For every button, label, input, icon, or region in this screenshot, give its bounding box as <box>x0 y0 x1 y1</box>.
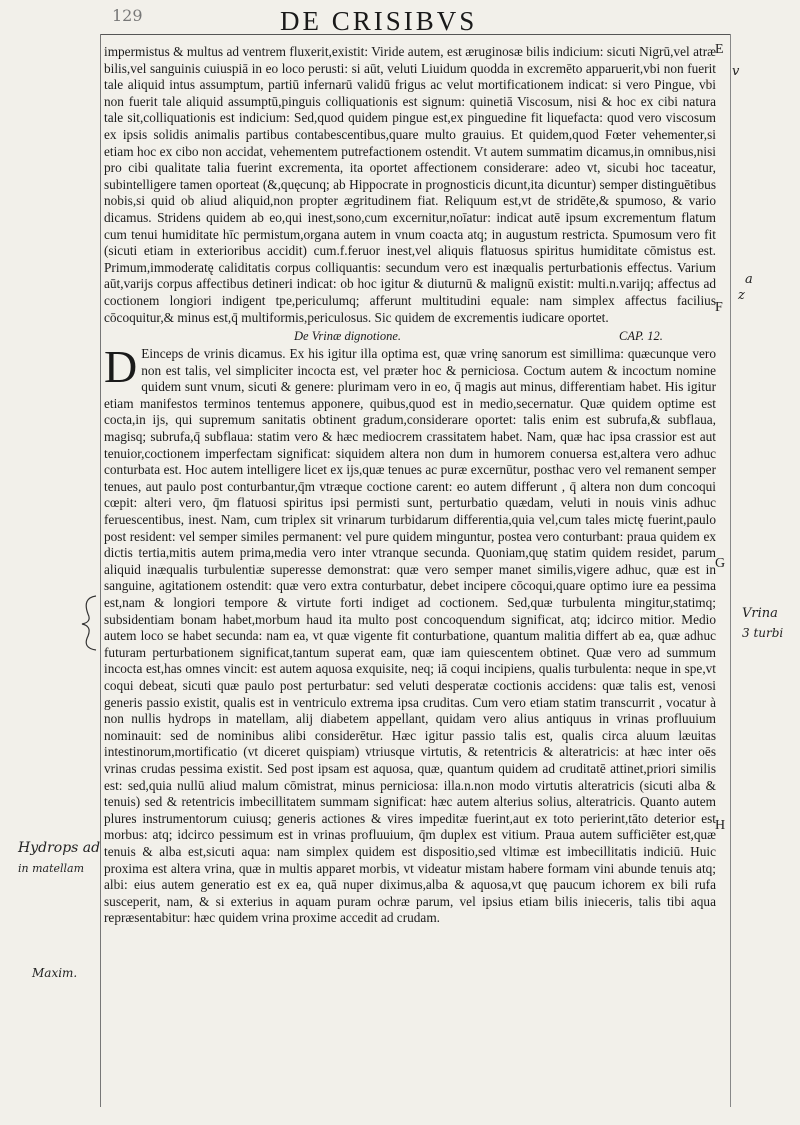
page-number: 129 <box>112 6 143 25</box>
paragraph-vrina <box>104 341 716 927</box>
paragraph-vrina-text: Einceps de vrinis dicamus. Ex his igitur illa optima est, quæ vrinę sanorum est simillima: quæcunque vero non est talis, vel simpliciter incocta est, vel præter hoc & perniciosa. Coctum autem & incoctum nomine quidem sunt vnum, sicuti & genere: plurimam vero in eo, q̄ magis aut minus, differentiam habet. His igitur etiam manifestos terminos tentemus apponere, quibus,quod est in medio,secernatur. Quæ quidem optime est cocta,in ijs, qui supremum sanitatis obtinent gradum,considerare oportet: talis enim est subrufa,& subflaua, magisq; subrufa,q̄ subflaua: statim vero & hæc mediocrem crassitatem habet. Nam, quæ hac ipsa crassior est aut tenuior,coctionem imperfectam significat: siquidem altera non dum in humorem conuersa est,altera vero adhuc conturbata est. Hoc autem intelligere licet ex ijs,quæ tenues ac puræ excernūtur, posthac vero vel remanent semper tenues, aut paulo post conturbantur,q̄m vtræque coctione carent: eo autem differunt , q̄ altera non dum concoqui cœpit: alteri vero, q̄m flatuosi spiritus ipsi permisti sunt, perturbatio quædam, veluti in nouis vinis adhuc feruescentibus, inest. Nam, cum triplex sit vrinarum turbidarum differentia,quia vel,cum tales mictę fuerint,paulo post resident: vel semper similes permanent: vel pure quidem minguntur, postea vero conturbant: praua quidem ex dictis tertia,mitis autem prima,media vero inter vtranque secunda. Quoniam,quę statim quidem residet, parum aliquid inæqualis turbulentiæ superesse demonstrat: quæ vero semper manet similis,vigere adhuc, quæ est in sanguine, agitationem ostendit: quæ vero extra conturbatur, debet incipere cōcoqui,quare optimo iure ea pessima est,nam & longiori tempore & virtute forti indiget ad coctionem. Sed,quæ turbulenta mingitur,statimq; subsidentiam bonam habet,morbum haud ita multo post concoquendum significat, atq; idcirco mitior. Medio autem loco se habet secunda: nam ea, vt quæ vigente fit conturbatione, quantum malitia differt ab ea, quæ adhuc futuram perturbationem significat,tantum superat eam, quæ iam quiescentem obtinet. Quæ vero ad summum incocta est,has omnes vincit: est autem aquosa exquisite, neq; iā coqui incipiens, qualis turbulenta: neque in spe,vt coqui debeat, sicuti quæ paulo post perturbatur: sed veluti desperatæ coctionis accidens: quæ talis est, venosi generis passio existit, qualis est in ventriculo extrema ipsa cruditas. Cum vero etiam statim transcurrit , vocatur à non nullis hydrops in matellam, alij diabetem appellant, quidam vero alius antiquus in vrinas profluuium nominauit: sed de nominibus alibi considerētur. Hæc igitur passio talis est, qualis circa aluum læuitas intestinorum,mortificatio (vt diceret quispiam) vtriusque virtutis, & retentricis & alteratricis: at hæc inter oēs vrinas crudas pessima existit. Sed post ipsam est aquosa, quæ, quantum quidem ad cruditatē attinet,priori similis est: sed,quia nullū aliud malum cōmistrat, minus perniciosa: illa.n.non modo virtutis alteratricis (sicuti alba & tenuis) sed & retentricis imbecillitatem summam significat: hæc autem alterius solius, alteratricis. Quanto autem plures instrumentorum cuiusq; generis actiones & vires impeditæ fuerint,aut ex toto perierint,tāto deterior est morbus: atq; idcirco pessimum est in vrinas profluuium, q̄m duplex est vitium. Praua autem sufficiēter est,quæ tenuis & alba est,sicuti aqua: nam simplex quidem est dispositio,sed vltimæ est imbecillitatis indiciū. Huic proxima est altera vrina, quæ in multis apparet morbis, vt videatur mistam habere formam vini abunde tenuis atq; albi: eius autem generatio est ex ea, quā nuper diximus,alba & aquosa,vt quę paucum ichorem ex bili rufa susceperit, nam, & si exterius in aquam puram ochræ parum, vel ipsius etiam bilis inieceris, talis tibi aqua repræsentabitur: hæc quidem vrina proxime accedit ad crudam. <box>104 346 716 926</box>
margin-letter-g: G <box>715 556 726 571</box>
margin-letter-h: H <box>715 818 726 833</box>
paragraph-excrementa: impermistus & multus ad ventrem fluxerit,existit: Viride autem, est æruginosæ bilis indicium: sicuti Nigrū,vel atræ bilis,vel sanguinis cuiuspiā in eo loco perusti: si aūt, veluti Liuidum quodda in excremēto apparuerit,vbi non fuerit tale aliquid intus assumptum, partiū infernarū validū frigus ac velut mortificationem indicat: si vero Pingue, vbi non fuerit tale aliquid assumptū,pinguis colliquationis est signum: quinetiā Viscosum, nisi & hoc ex cibi natura tale sit,colliquationis est indicium: Sed,quod quidem pingue est,ex pinguedine fit liquefacta: quod vero viscosum ex ipsis solidis animalis partibus contabescentibus,quare multo grauius. Et quidem,quod Fœter vehementer,si etiam hoc ex cibo non accidat, vehementem putrefactionem ostendit. Vt autem summatim dicamus,in omnibus,nisi pro cibi qualitate talia fuerint excrementa, ita oportet affectionem considerare: adeo vt, sicubi hoc taceatur, subintelligere tamen oporteat (&,quęcunq; ab Hippocrate in prognosticis dicunt,ita dicuntur) semper distinguētibus nobis,si quid ob aliud aliquid,non propter ægritudinem fiat. Reliquum est,vt de stridēte,& spumoso, & vario dicamus. Stridens quidem ab eo,qui inest,sono,cum excernitur,noīatur: indicat autē ipsum excrementum flatum cum tenui humiditate hīc permistum,organa autem in vnum coacta atq; in augustum restricta. Spumosum vero fit (sicuti etiam in exterioribus accidit) cum.f.feruor inest,vel aliquis flatuosus spiritus humiditate cōmistus est. Primum,immoderatę caliditatis corpus colliquantis: secundum vero est inæqualis perturbationis effectus. Varium aūt,varijs corpus affectibus detineri indicat: ob hoc igitur & diuturnū & malignū existit: multi.n.varijq; affectus ad coctionem longiori indigent tpe,periculumq; afferunt multitudini equale: nam simplex affectus facilius cōcoquitur,& minus est,q̄ multiformis,periculosus. Sic quidem de excrementis iudicare oportet. <box>104 44 716 325</box>
chapter-title: De Vrinæ dignotione. <box>294 329 402 344</box>
handwritten-note-z: z <box>738 288 745 303</box>
chapter-heading <box>104 328 716 346</box>
handwritten-note-hydrops: Hydrops ad <box>18 840 101 856</box>
handwritten-note-turbida: 3 turbi <box>742 626 784 640</box>
handwritten-note-maxim: Maxim. <box>32 966 78 980</box>
right-margin-rule <box>730 34 731 1107</box>
drop-cap: D <box>104 341 138 393</box>
margin-letter-f: F <box>715 300 723 315</box>
handwritten-note-a: a <box>745 272 753 287</box>
handwritten-note-vrina: Vrina <box>742 606 778 621</box>
chapter-number: CAP. 12. <box>619 329 663 344</box>
left-margin-rule <box>100 34 101 1107</box>
text-body <box>104 44 716 927</box>
handwritten-bracket <box>76 592 106 652</box>
handwritten-note-v: v <box>732 64 740 79</box>
margin-letter-e: E <box>715 42 724 57</box>
running-head: DE CRISIBVS <box>280 6 478 36</box>
handwritten-note-matellam: in matellam <box>18 862 85 875</box>
